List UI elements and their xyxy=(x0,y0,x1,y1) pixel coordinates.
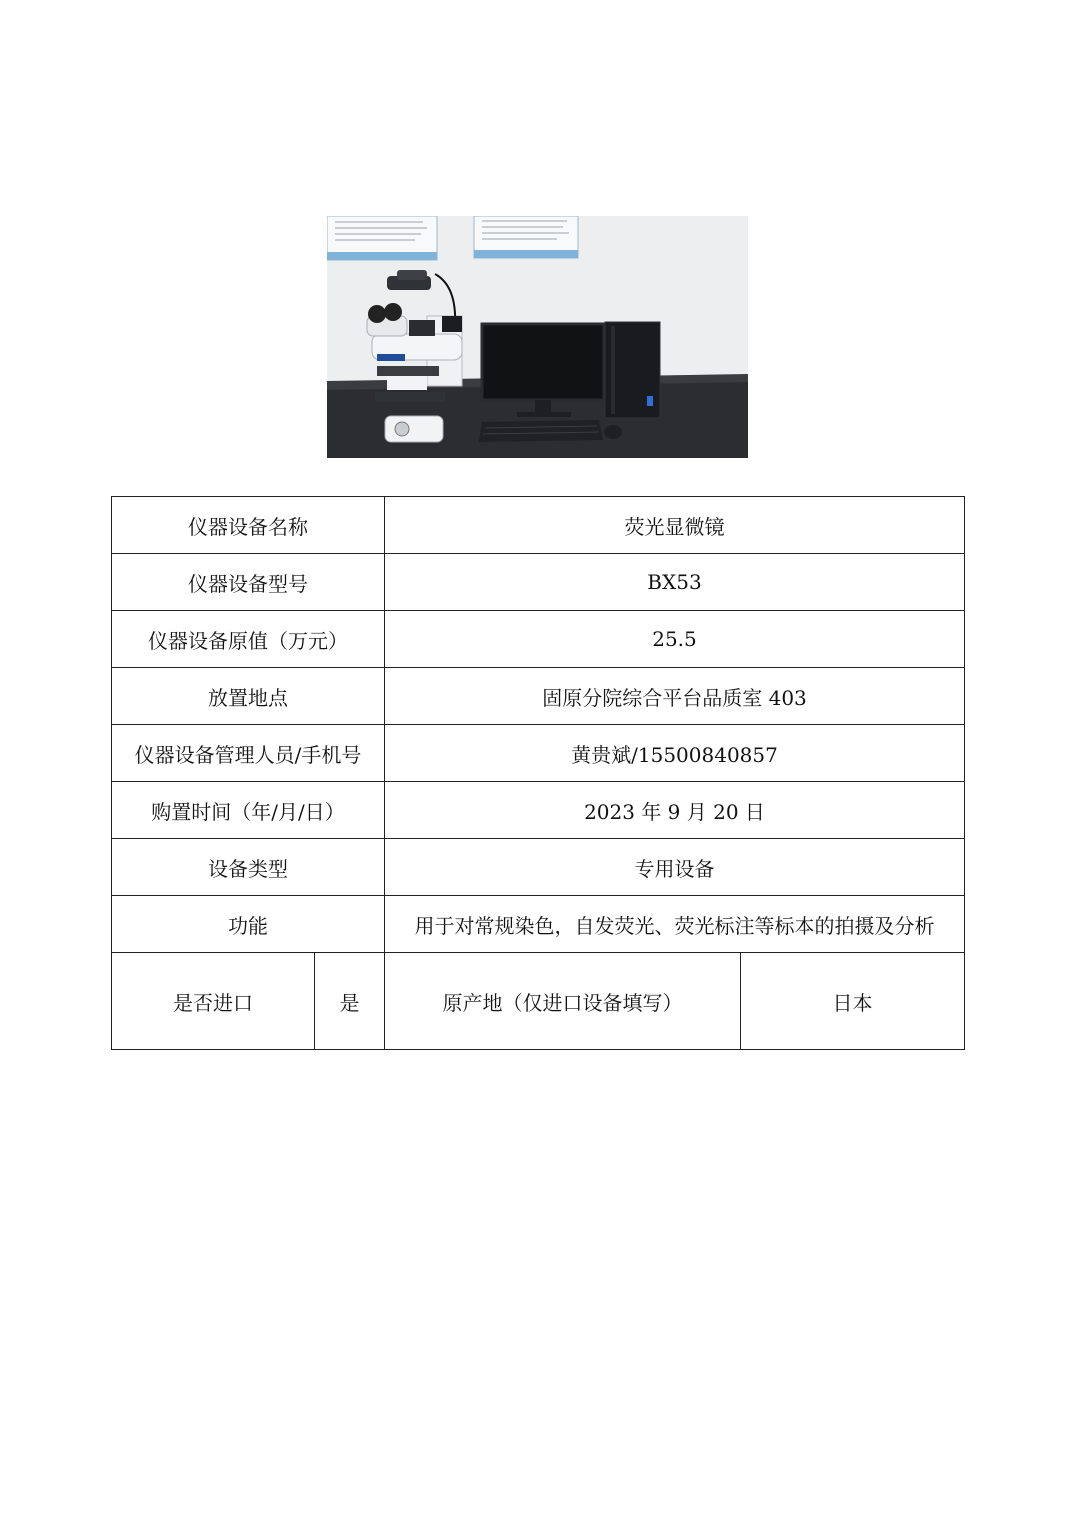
row-label-name: 仪器设备名称 xyxy=(112,497,385,554)
row-label-original-value: 仪器设备原值（万元） xyxy=(112,611,385,668)
row-value-imported: 是 xyxy=(315,953,385,1050)
equipment-photo xyxy=(327,216,748,458)
row-label-equipment-type: 设备类型 xyxy=(112,839,385,896)
row-label-imported: 是否进口 xyxy=(112,953,315,1050)
row-label-location: 放置地点 xyxy=(112,668,385,725)
table-row xyxy=(112,611,965,668)
row-label-origin: 原产地（仅进口设备填写） xyxy=(385,953,741,1050)
table-row xyxy=(112,896,965,953)
table-row xyxy=(112,554,965,611)
equipment-info-table xyxy=(111,496,965,1050)
row-value-purchase-date: 2023 年 9 月 20 日 xyxy=(385,782,965,839)
table-row xyxy=(112,725,965,782)
microscope-photo-illustration xyxy=(327,216,748,458)
table-row xyxy=(112,782,965,839)
row-value-function: 用于对常规染色，自发荧光、荧光标注等标本的拍摄及分析 xyxy=(385,896,965,953)
row-label-function: 功能 xyxy=(112,896,385,953)
row-label-manager: 仪器设备管理人员/手机号 xyxy=(112,725,385,782)
row-value-name: 荧光显微镜 xyxy=(385,497,965,554)
row-value-origin: 日本 xyxy=(741,953,965,1050)
table-row xyxy=(112,668,965,725)
row-label-purchase-date: 购置时间（年/月/日） xyxy=(112,782,385,839)
row-value-equipment-type: 专用设备 xyxy=(385,839,965,896)
table-row xyxy=(112,497,965,554)
row-value-original-value: 25.5 xyxy=(385,611,965,668)
table-row xyxy=(112,953,965,1050)
row-label-model: 仪器设备型号 xyxy=(112,554,385,611)
row-value-model: BX53 xyxy=(385,554,965,611)
row-value-manager: 黄贵斌/15500840857 xyxy=(385,725,965,782)
row-value-location: 固原分院综合平台品质室 403 xyxy=(385,668,965,725)
table-row xyxy=(112,839,965,896)
